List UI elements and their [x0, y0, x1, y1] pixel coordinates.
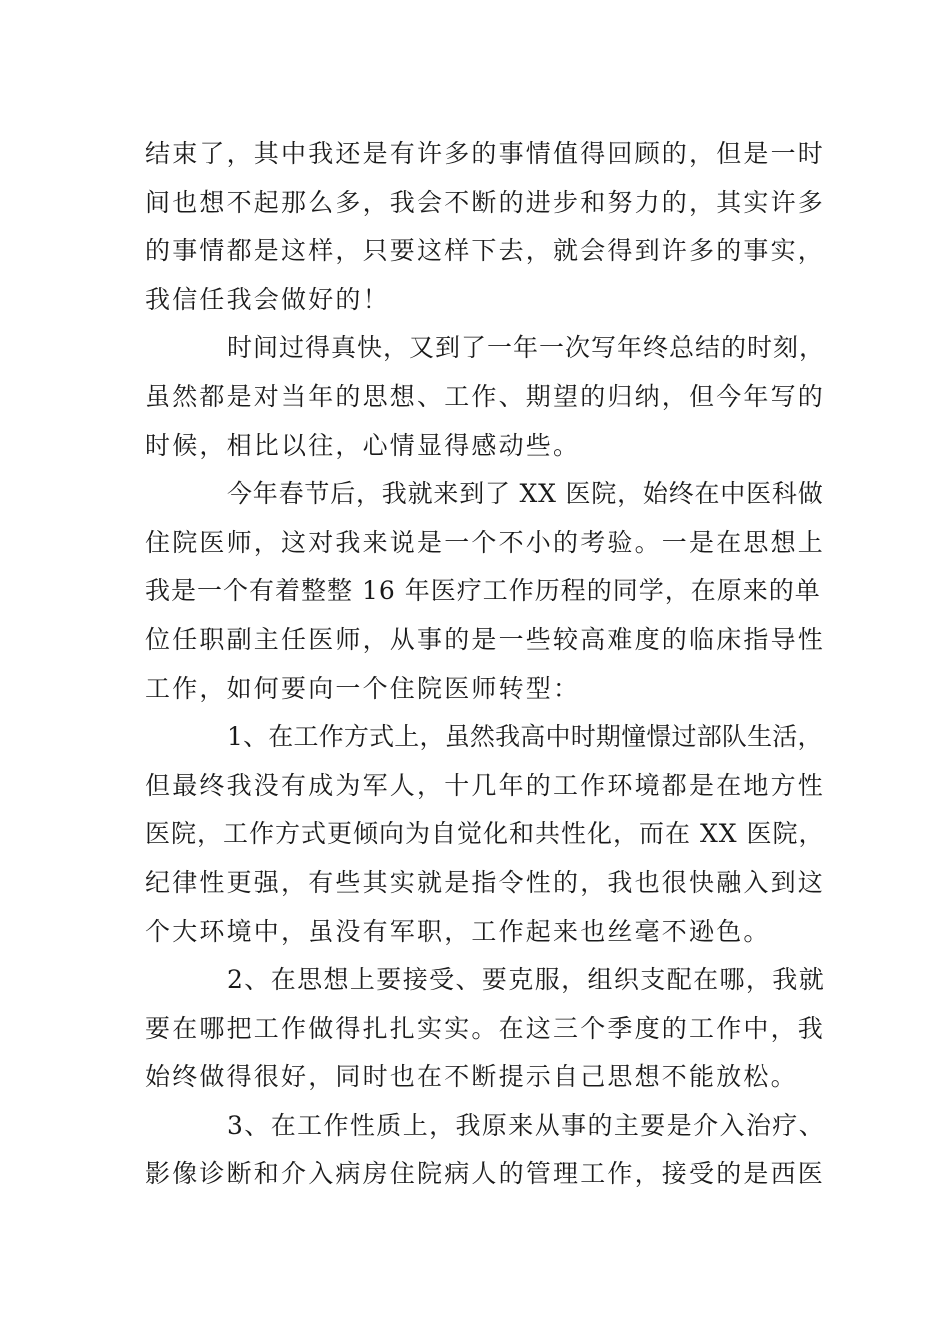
- text-line: 位任职副主任医师，从事的是一些较高难度的临床指导性: [145, 624, 826, 654]
- text-line: 我信任我会做好的！: [145, 284, 390, 314]
- text-line: 时间过得真快，又到了一年一次写年终总结的时刻，: [227, 333, 826, 363]
- text-line: 工作，如何要向一个住院医师转型：: [145, 673, 581, 703]
- text-line: 3、在工作性质上，我原来从事的主要是介入治疗、: [227, 1110, 826, 1140]
- text-line: 住院医师，这对我来说是一个不小的考验。一是在思想上: [145, 527, 826, 557]
- text-line: 我是一个有着整整 16 年医疗工作历程的同学，在原来的单: [145, 576, 821, 606]
- text-line: 2、在思想上要接受、要克服，组织支配在哪，我就: [227, 965, 826, 995]
- text-line: 时候，相比以往，心情显得感动些。: [145, 430, 581, 460]
- text-line: 今年春节后，我就来到了 XX 医院，始终在中医科做: [227, 479, 824, 509]
- text-line: 要在哪把工作做得扎扎实实。在这三个季度的工作中，我: [145, 1013, 826, 1043]
- text-line: 个大环境中，虽没有军职，工作起来也丝毫不逊色。: [145, 916, 771, 946]
- text-line: 间也想不起那么多，我会不断的进步和努力的，其实许多: [145, 187, 826, 217]
- document-body-text: [145, 130, 825, 1199]
- text-line: 的事情都是这样，只要这样下去，就会得到许多的事实，: [145, 236, 826, 266]
- text-line: 1、在工作方式上，虽然我高中时期憧憬过部队生活，: [227, 722, 823, 752]
- text-line: 虽然都是对当年的思想、工作、期望的归纳，但今年写的: [145, 381, 826, 411]
- text-line: 影像诊断和介入病房住院病人的管理工作，接受的是西医: [145, 1159, 826, 1189]
- text-line: 但最终我没有成为军人，十几年的工作环境都是在地方性: [145, 770, 826, 800]
- text-line: 始终做得很好，同时也在不断提示自己思想不能放松。: [145, 1062, 798, 1092]
- text-line: 纪律性更强，有些其实就是指令性的，我也很快融入到这: [145, 867, 826, 897]
- text-line: 医院，工作方式更倾向为自觉化和共性化，而在 XX 医院，: [145, 819, 825, 849]
- text-line: 结束了，其中我还是有许多的事情值得回顾的，但是一时: [145, 139, 826, 168]
